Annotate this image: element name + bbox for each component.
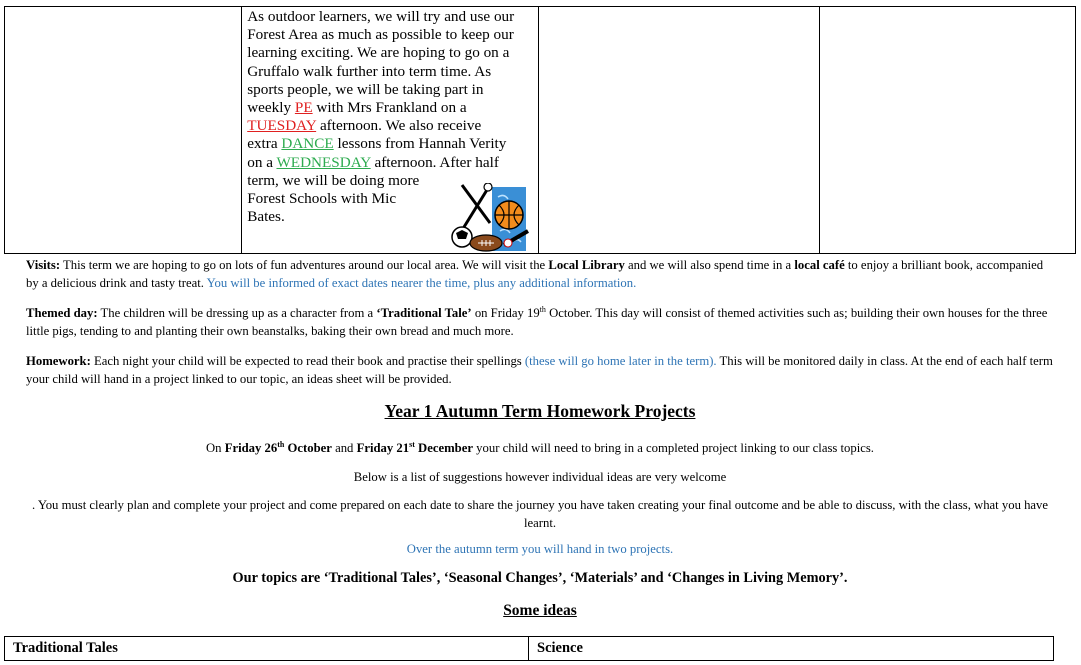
dance-label: DANCE [281,135,334,153]
activities-text: As outdoor learners, we will try and use our Forest Area as much as possible to keep our learning exciting. We are hoping to go on a Gruffalo walk further into term time. As sports people, we will be taking part in weekly PE with Mrs Frankland on a TUESDAY afternoon. We also receive extra DANCE lessons from Hannah Verity on a WEDNESDAY afternoon. After half term, we will be doing more Forest Schools with Mic Bates. [242,7,538,226]
ideas-table [4,636,1054,661]
top-cell-activities [242,7,539,254]
visits-paragraph: Visits: This term we are hoping to go on lots of fun adventures around our local area. We will visit the Local Library and we will also spend time in a local café to enjoy a brilliant book, accompanied by a delicious drink and tasty treat. You will be informed of exact dates nearer the time, plus any additional information. [26,258,1044,290]
suggestions-text: Below is a list of suggestions however individual ideas are very welcome [353,470,727,484]
pe-label: PE [294,99,313,117]
top-table [4,6,1076,254]
projects-heading: Year 1 Autumn Term Homework Projects [384,401,696,421]
some-ideas-heading: Some ideas [503,602,577,619]
tuesday-label: TUESDAY [247,117,317,135]
top-cell-empty-1 [5,7,242,254]
topics-text: Our topics are ‘Traditional Tales’, ‘Seasonal Changes’, ‘Materials’ and ‘Changes in Living Memory’. [232,570,848,586]
table-header-science: Science [529,637,1054,661]
plan-text: . You must clearly plan and complete your project and come prepared on each date to share the journey you have taken creating your final outcome and be able to discuss, with the class, what you have learnt. [31,498,1049,530]
sports-equipment-icon [444,183,530,253]
two-projects-text: Over the autumn term you will hand in two projects. [406,542,674,556]
table-header-traditional-tales: Traditional Tales [5,637,529,661]
top-cell-empty-2 [539,7,819,254]
themed-day-paragraph: Themed day: The children will be dressing up as a character from a ‘Traditional Tale’ on Friday 19th October. This day will consist of themed activities such as; building their own houses for the three little pigs, tending to and planting their own beanstalks, baking their own bread and much more. [26,304,1048,338]
wednesday-label: WEDNESDAY [276,153,371,171]
top-cell-empty-3 [819,7,1075,254]
project-dates: On Friday 26th October and Friday 21st December your child will need to bring in a completed project linking to our class topics. [206,439,874,455]
homework-paragraph: Homework: Each night your child will be expected to read their book and practise their spellings (these will go home later in the term). This will be monitored daily in class. At the end of each half term your child will hand in a project linked to our topic, an ideas sheet will be provided. [26,354,1053,386]
